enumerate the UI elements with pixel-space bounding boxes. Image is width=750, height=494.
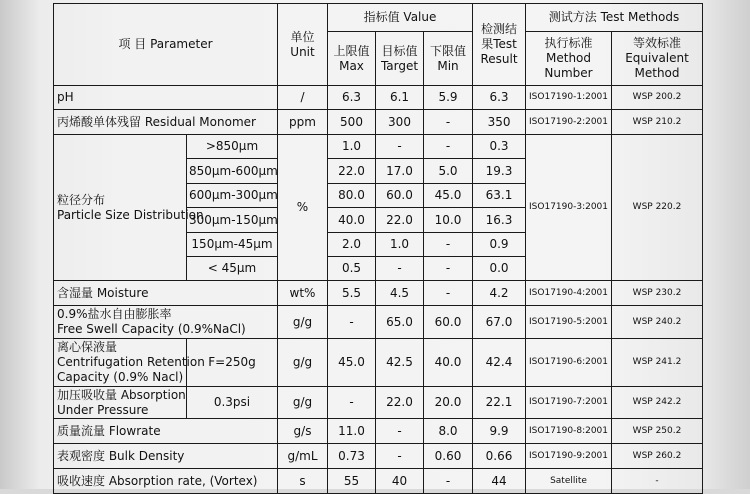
equiv-cell: WSP 260.2 — [612, 444, 703, 469]
target-cell: 40 — [376, 469, 424, 494]
unit-cell: g/g — [278, 339, 328, 387]
method-cell: ISO17190-4:2001 — [526, 281, 612, 306]
size-range: 150μm-45μm — [187, 233, 278, 257]
header-min: 下限值 Min — [424, 32, 473, 86]
header-value: 指标值 Value — [328, 4, 473, 32]
result-cell: 9.9 — [473, 419, 526, 444]
size-range: 850μm-600μm — [187, 159, 278, 184]
unit-cell: g/g — [278, 387, 328, 419]
param-residual-monomer: 丙烯酸单体残留 Residual Monomer — [54, 110, 278, 135]
equiv-cell: WSP 242.2 — [612, 387, 703, 419]
max-cell: 6.3 — [328, 86, 376, 110]
condition-cell: 0.3psi — [187, 387, 278, 419]
target-cell: 22.0 — [376, 208, 424, 233]
header-test-result: 检测结 果Test Result — [473, 4, 526, 86]
result-cell: 0.9 — [473, 233, 526, 257]
header-parameter: 项 目 Parameter — [54, 4, 278, 86]
max-cell: - — [328, 306, 376, 339]
method-cell: Satellite — [526, 469, 612, 494]
max-cell: 5.5 — [328, 281, 376, 306]
unit-cell: g/s — [278, 419, 328, 444]
param-absorption-rate: 吸收速度 Absorption rate, (Vortex) — [54, 469, 278, 494]
size-range: >850μm — [187, 135, 278, 159]
target-cell: 1.0 — [376, 233, 424, 257]
equiv-cell: WSP 230.2 — [612, 281, 703, 306]
min-cell: - — [424, 281, 473, 306]
target-cell: - — [376, 419, 424, 444]
max-cell: 0.5 — [328, 257, 376, 281]
unit-cell: s — [278, 469, 328, 494]
target-cell: - — [376, 257, 424, 281]
table-row — [54, 339, 703, 387]
param-ph: pH — [54, 86, 278, 110]
result-cell: 6.3 — [473, 86, 526, 110]
result-cell: 16.3 — [473, 208, 526, 233]
min-cell: - — [424, 135, 473, 159]
min-cell: 0.60 — [424, 444, 473, 469]
table-row — [54, 110, 703, 135]
target-cell: 42.5 — [376, 339, 424, 387]
unit-cell: g/mL — [278, 444, 328, 469]
result-cell: 42.4 — [473, 339, 526, 387]
method-cell: ISO17190-6:2001 — [526, 339, 612, 387]
unit-cell: / — [278, 86, 328, 110]
table-row — [54, 86, 703, 110]
target-cell: 4.5 — [376, 281, 424, 306]
min-cell: 45.0 — [424, 184, 473, 208]
table-row — [54, 135, 703, 159]
table-row — [54, 387, 703, 419]
unit-cell: ppm — [278, 110, 328, 135]
result-cell: 4.2 — [473, 281, 526, 306]
result-cell: 0.0 — [473, 257, 526, 281]
target-cell: 65.0 — [376, 306, 424, 339]
equiv-cell: WSP 241.2 — [612, 339, 703, 387]
method-cell: ISO17190-5:2001 — [526, 306, 612, 339]
result-cell: 0.66 — [473, 444, 526, 469]
header-test-methods: 测试方法 Test Methods — [526, 4, 703, 32]
unit-cell: wt% — [278, 281, 328, 306]
max-cell: 55 — [328, 469, 376, 494]
equiv-cell: WSP 210.2 — [612, 110, 703, 135]
result-cell: 22.1 — [473, 387, 526, 419]
min-cell: - — [424, 233, 473, 257]
param-absorption-under-pressure: 加压吸收量 Absorption Under Pressure — [54, 387, 187, 419]
param-particle-size: 粒径分布 Particle Size Distribution — [54, 135, 187, 281]
min-cell: 8.0 — [424, 419, 473, 444]
max-cell: 22.0 — [328, 159, 376, 184]
max-cell: 45.0 — [328, 339, 376, 387]
result-cell: 350 — [473, 110, 526, 135]
method-cell: ISO17190-7:2001 — [526, 387, 612, 419]
target-cell: 17.0 — [376, 159, 424, 184]
method-cell: ISO17190-8:2001 — [526, 419, 612, 444]
table-row — [54, 306, 703, 339]
max-cell: 2.0 — [328, 233, 376, 257]
min-cell: - — [424, 257, 473, 281]
min-cell: - — [424, 110, 473, 135]
header-method-number: 执行标准 Method Number — [526, 32, 612, 86]
max-cell: 0.73 — [328, 444, 376, 469]
min-cell: 20.0 — [424, 387, 473, 419]
result-cell: 19.3 — [473, 159, 526, 184]
min-cell: - — [424, 469, 473, 494]
equiv-cell: WSP 250.2 — [612, 419, 703, 444]
result-cell: 44 — [473, 469, 526, 494]
size-range: 600μm-300μm — [187, 184, 278, 208]
param-bulk-density: 表观密度 Bulk Density — [54, 444, 278, 469]
param-flowrate: 质量流量 Flowrate — [54, 419, 278, 444]
result-cell: 63.1 — [473, 184, 526, 208]
method-cell: ISO17190-2:2001 — [526, 110, 612, 135]
max-cell: 40.0 — [328, 208, 376, 233]
min-cell: 40.0 — [424, 339, 473, 387]
table-row — [54, 469, 703, 494]
header-unit: 单位 Unit — [278, 4, 328, 86]
max-cell: 1.0 — [328, 135, 376, 159]
param-centrifugation-retention: 离心保液量 Centrifugation Retention Capacity (0.9% Nacl) — [54, 339, 187, 387]
max-cell: - — [328, 387, 376, 419]
size-range: < 45μm — [187, 257, 278, 281]
min-cell: 5.9 — [424, 86, 473, 110]
param-free-swell: 0.9%盐水自由膨胀率 Free Swell Capacity (0.9%NaCl) — [54, 306, 278, 339]
equiv-cell: - — [612, 469, 703, 494]
unit-cell: % — [278, 135, 328, 281]
max-cell: 11.0 — [328, 419, 376, 444]
min-cell: 10.0 — [424, 208, 473, 233]
unit-cell: g/g — [278, 306, 328, 339]
target-cell: - — [376, 444, 424, 469]
min-cell: 5.0 — [424, 159, 473, 184]
table-row — [54, 281, 703, 306]
target-cell: 6.1 — [376, 86, 424, 110]
condition-cell: F=250g — [187, 339, 278, 387]
target-cell: 22.0 — [376, 387, 424, 419]
header-max: 上限值 Max — [328, 32, 376, 86]
method-cell: ISO17190-9:2001 — [526, 444, 612, 469]
header-target: 目标值 Target — [376, 32, 424, 86]
header-equivalent-method: 等效标准 Equivalent Method — [612, 32, 703, 86]
result-cell: 67.0 — [473, 306, 526, 339]
method-cell: ISO17190-3:2001 — [526, 135, 612, 281]
max-cell: 80.0 — [328, 184, 376, 208]
equiv-cell: WSP 240.2 — [612, 306, 703, 339]
method-cell: ISO17190-1:2001 — [526, 86, 612, 110]
result-cell: 0.3 — [473, 135, 526, 159]
spec-table — [53, 3, 703, 494]
target-cell: - — [376, 135, 424, 159]
min-cell: 60.0 — [424, 306, 473, 339]
target-cell: 300 — [376, 110, 424, 135]
table-row — [54, 419, 703, 444]
equiv-cell: WSP 220.2 — [612, 135, 703, 281]
size-range: 300μm-150μm — [187, 208, 278, 233]
target-cell: 60.0 — [376, 184, 424, 208]
max-cell: 500 — [328, 110, 376, 135]
table-row — [54, 444, 703, 469]
equiv-cell: WSP 200.2 — [612, 86, 703, 110]
param-moisture: 含湿量 Moisture — [54, 281, 278, 306]
